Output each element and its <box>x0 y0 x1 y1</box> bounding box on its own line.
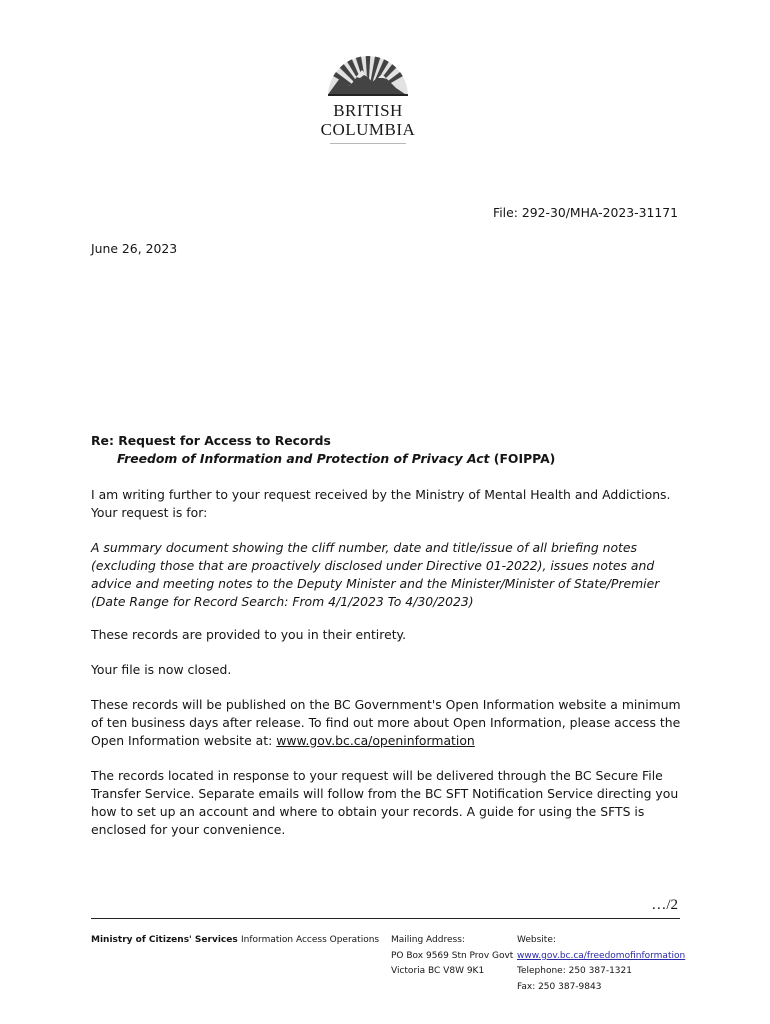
paragraph-request-text: A summary document showing the cliff number, date and title/issue of all briefing notes (excluding those that are proactively disclosed under Directive 01-2022), issues notes and advice and meeting notes to the Deputy Minister and the Minister/Minister of State/Premier (Date Range for Record Search: From 4/1/2023 To 4/30/2023) <box>91 540 660 609</box>
file-reference: File: 292-30/MHA-2023-31171 <box>492 205 678 220</box>
letter-date: June 26, 2023 <box>91 241 178 256</box>
footer-fax: Fax: 250 387-9843 <box>517 981 602 992</box>
paragraph-entirety: These records are provided to you in their entirety. <box>91 627 407 642</box>
footer-mailing <box>391 933 513 980</box>
footer-contact <box>517 933 685 995</box>
paragraph-closed: Your file is now closed. <box>91 662 232 677</box>
paragraph-delivery: The records located in response to your request will be delivered through the BC Secure File Transfer Service. Separate emails will follow from the BC SFT Notification Service directing you how to set up an account and where to obtain your records. A guide for using the SFTS is enclosed for your convenience. <box>91 768 679 837</box>
logo-divider <box>330 143 406 144</box>
footer-divider <box>91 918 680 919</box>
footer-mailing-line1: PO Box 9569 Stn Prov Govt <box>391 950 514 961</box>
page-continuation: …/2 <box>651 897 678 913</box>
open-information-text: These records will be published on the BC Government's Open Information website a minimum of ten business days after release. To find out more about Open Information, please access the Open Information website at: <box>91 697 681 748</box>
footer-website-link[interactable]: www.gov.bc.ca/freedomofinformation <box>517 950 686 961</box>
footer-mailing-label: Mailing Address: <box>391 935 465 945</box>
act-line <box>91 450 691 468</box>
footer-mailing-line2: Victoria BC V8W 9K1 <box>391 966 485 976</box>
footer-branch: Information Access Operations <box>241 935 380 945</box>
logo-text-british: BRITISH <box>333 101 403 120</box>
open-information-link[interactable]: www.gov.bc.ca/openinformation <box>276 733 475 748</box>
act-abbrev: (FOIPPA) <box>489 451 556 466</box>
footer-ministry: Ministry of Citizens' Services <box>91 935 238 945</box>
act-name: Freedom of Information and Protection of Privacy Act <box>117 451 490 466</box>
footer-website-label: Website: <box>517 935 556 945</box>
paragraph-intro: I am writing further to your request received by the Ministry of Mental Health and Addictions. Your request is for: <box>91 487 671 520</box>
logo-text-columbia: COLUMBIA <box>320 120 416 139</box>
paragraph-open-information <box>91 696 685 750</box>
footer-telephone: Telephone: 250 387-1321 <box>517 966 632 976</box>
subject-line: Re: Request for Access to Records <box>91 433 331 448</box>
subject-block <box>91 432 691 468</box>
